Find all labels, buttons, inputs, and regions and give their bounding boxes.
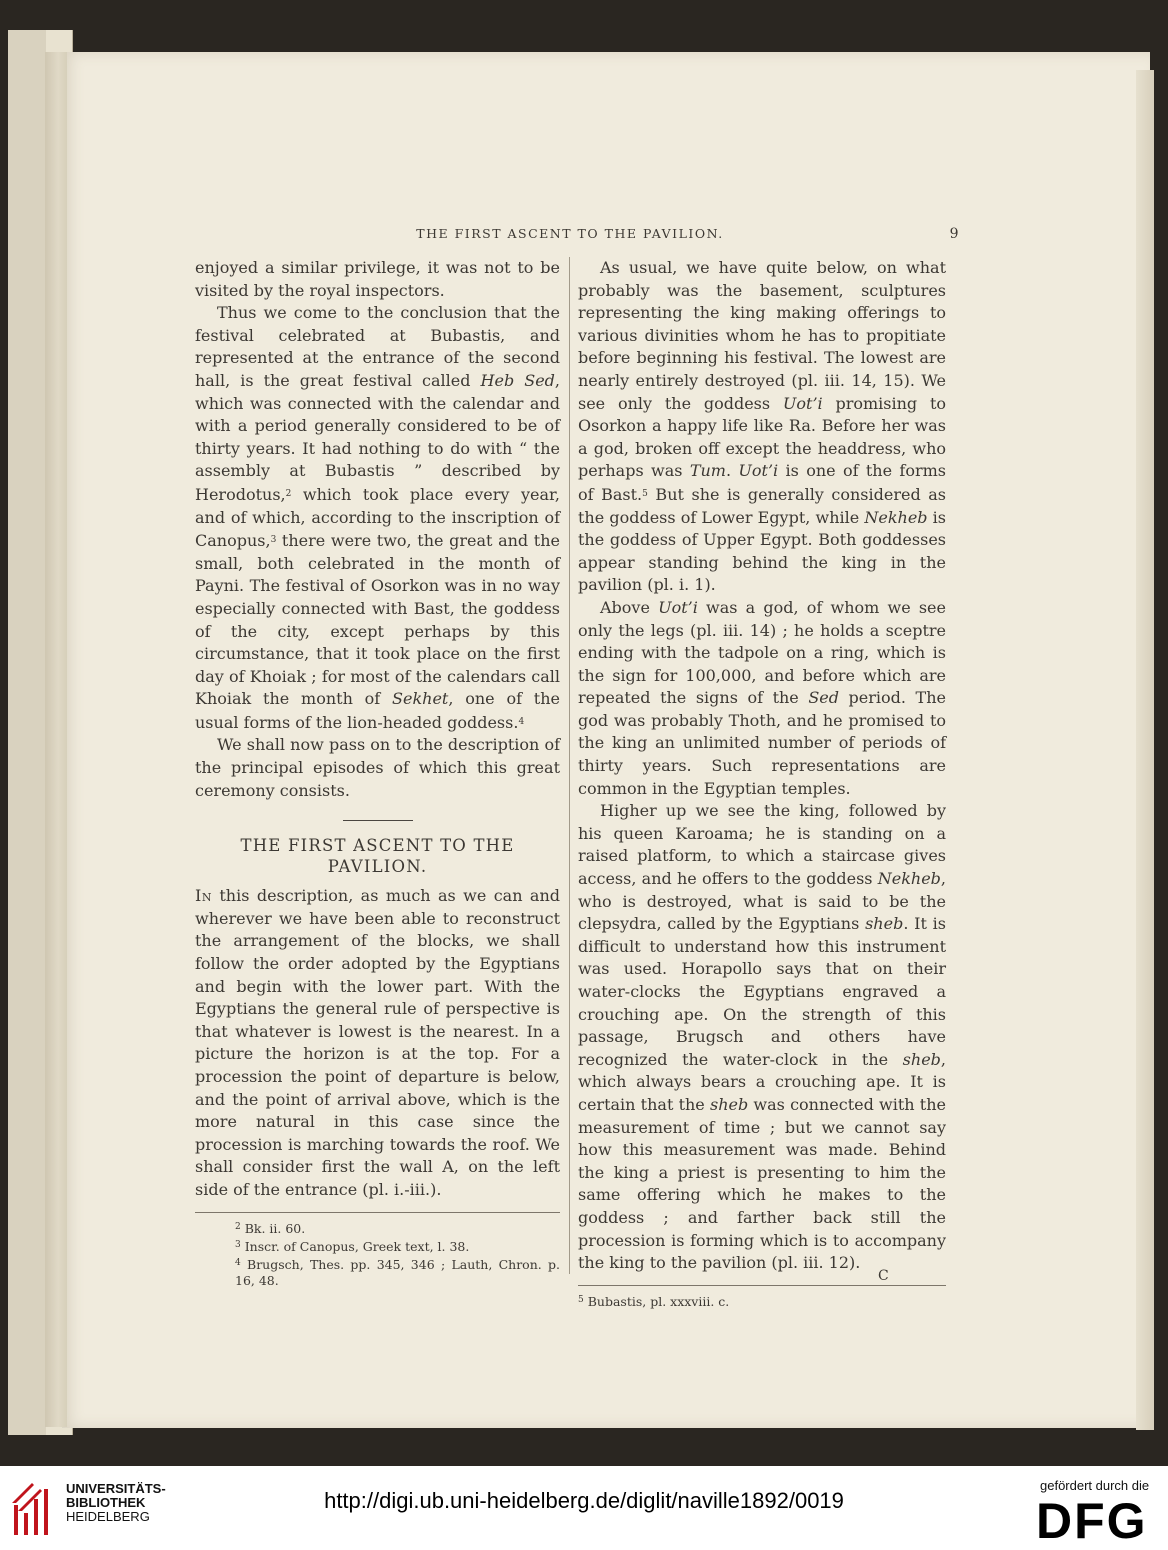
footnote-rule xyxy=(195,1212,560,1213)
footnote-rule xyxy=(578,1285,946,1286)
section-separator xyxy=(343,820,413,821)
paragraph: In this description, as much as we can and wherever we have been able to reconstruct the arrangement of the blocks, we shall follow the order adopted by the Egyptians and begin with the lower part. With the Egyptians the general rule of perspective is that whatever is lowest is the nearest. In a picture the horizon is at the top. For a procession the point of departure is below, and the point of arrival above, which is the more natural in this case since the procession is marching towards the roof. We shall consider first the wall A, on the left side of the entrance (pl. i.-iii.). xyxy=(195,886,560,1199)
footnote-ref: 2 xyxy=(285,488,292,499)
footnotes xyxy=(195,1219,560,1289)
paragraph: Thus we come to the conclusion that the festival celebrated at Bubastis, and represented at the entrance of the second hall, is the great festival called Heb Sed, which was connected with the calendar and with a period generally considered to be of thirty years. It had nothing to do with “ the assembly at Bubastis ” described by Herodotus,$^2$ which took place every year, and of which, according to the inscription of Canopus,$^3$ there were two, the great and the small, both celebrated in the month of Payni. The festival of Osorkon was in no way especially connected with Bast, the goddess of the city, except perhaps by this circumstance, that it took place on the first day of Khoiak ; for most of the calendars call Khoiak the month of Sekhet, one of the usual forms of the lion-headed goddess.$^4$ xyxy=(195,303,561,732)
footnote: $^3$ Inscr. of Canopus, Greek text, l. 38. xyxy=(235,1238,470,1254)
footnote: $^4$ Brugsch, Thes. pp. 345, 346 ; Lauth, Chron. p. 16, 48. xyxy=(235,1256,560,1288)
footnote-ref: 3 xyxy=(270,535,277,546)
paragraph: enjoyed a similar privilege, it was not to be visited by the royal inspectors. xyxy=(195,258,560,300)
column-divider xyxy=(569,257,570,1274)
cover-band xyxy=(8,30,46,1435)
footnote-ref: 4 xyxy=(518,716,525,727)
running-head-title: THE FIRST ASCENT TO THE PAVILION. xyxy=(416,226,724,241)
paragraph: Above Uot’i was a god, of whom we see only the legs (pl. iii. 14) ; he holds a sceptre ending with the tadpole on a ring, which is the sign for 100,000, and before which are repeated the signs of the Sed period. The god was probably Thoth, and he promised to the king an unlimited number of periods of thirty years. Such representations are common in the Egyptian temples. xyxy=(578,597,946,798)
signature-mark: C xyxy=(878,1268,889,1284)
university-name: UNIVERSITÄTS- BIBLIOTHEK HEIDELBERG xyxy=(66,1481,166,1524)
page-number: 9 xyxy=(949,226,960,242)
paragraph: We shall now pass on to the description of the principal episodes of which this great ceremony consists. xyxy=(195,735,560,800)
footnote-ref: 5 xyxy=(642,488,648,499)
dfg-logo: DFG xyxy=(1036,1493,1148,1549)
footnote: $^5$ Bubastis, pl. xxxviii. c. xyxy=(578,1293,730,1309)
book-spine xyxy=(45,52,67,1427)
left-column xyxy=(195,257,560,1289)
paragraph: Higher up we see the king, followed by his queen Karoama; he is standing on a raised platform, to which a staircase gives access, and he offers to the goddess Nekheb, who is destroyed, what is said to be the clepsydra, called by the Egyptians sheb. It is difficult to understand how this instrument was used. Horapollo says that on their water-clocks the Egyptians engraved a crouching ape. On the strength of this passage, Brugsch and others have recognized the water-clock in the sheb, which always bears a crouching ape. It is certain that the sheb was connected with the measurement of time ; but we cannot say how this measurement was made. Behind the king a priest is presenting to him the same offering which he makes to the goddess ; and farther back still the procession is forming which is to accompany the king to the pavilion (pl. iii. 12). xyxy=(578,801,946,1273)
funded-by-label: gefördert durch die xyxy=(1040,1478,1150,1493)
footnote: $^2$ Bk. ii. 60. xyxy=(235,1220,306,1236)
section-heading: THE FIRST ASCENT TO THE PAVILION. xyxy=(240,836,515,877)
page-edge xyxy=(1136,70,1154,1430)
running-head xyxy=(195,226,960,248)
source-url[interactable]: http://digi.ub.uni-heidelberg.de/diglit/naville1892/0019 xyxy=(324,1488,844,1513)
right-column xyxy=(578,257,946,1310)
paragraph: As usual, we have quite below, on what probably was the basement, sculptures representing the king making offerings to various divinities whom he has to propitiate before beginning his festival. The lowest are nearly entirely destroyed (pl. iii. 14, 15). We see only the goddess Uot’i promising to Osorkon a happy life like Ra. Before her was a god, broken off except the headdress, who perhaps was Tum. Uot’i is one of the forms of Bast.$^5$ But she is generally considered as the goddess of Lower Egypt, while Nekheb is the goddess of Upper Egypt. Both goddesses appear standing behind the king in the pavilion (pl. i. 1). xyxy=(578,258,947,595)
